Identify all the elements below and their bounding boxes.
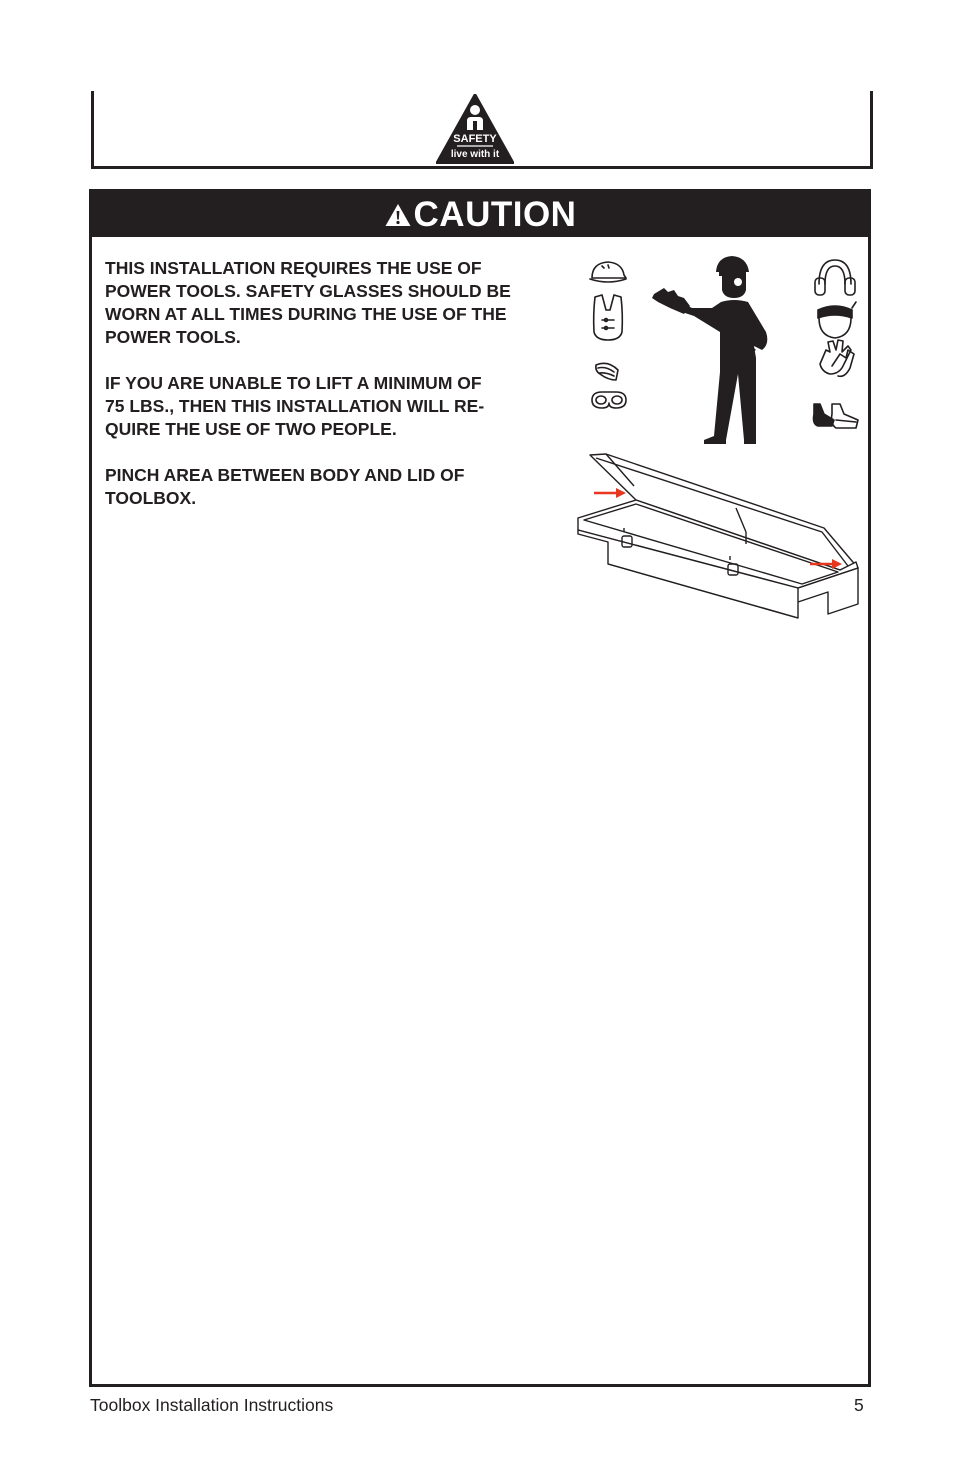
footer-title: Toolbox Installation Instructions — [90, 1395, 334, 1415]
caution-box — [89, 189, 871, 1387]
text-line: QUIRE THE USE OF TWO PEOPLE. — [105, 419, 397, 439]
text-line: POWER TOOLS. — [105, 327, 241, 347]
caution-header — [92, 192, 868, 237]
warning-triangle-icon — [384, 202, 412, 228]
safety-logo — [436, 94, 514, 164]
text-line: 75 LBS., THEN THIS INSTALLATION WILL RE- — [105, 396, 485, 416]
paragraph-lifting — [105, 372, 575, 441]
text-line: PINCH AREA BETWEEN BODY AND LID OF — [105, 465, 465, 485]
work-gloves-icon — [820, 340, 854, 376]
safety-vest-icon — [594, 295, 623, 340]
text-line: WORN AT ALL TIMES DURING THE USE OF THE — [105, 304, 507, 324]
dust-mask-icon — [596, 363, 618, 380]
caution-text — [105, 257, 575, 533]
paragraph-power-tools — [105, 257, 575, 349]
paragraph-pinch — [105, 464, 575, 510]
hard-hat-icon — [590, 262, 626, 282]
caution-title: CAUTION — [413, 194, 577, 234]
text-line: TOOLBOX. — [105, 488, 197, 508]
face-shield-icon — [818, 302, 856, 338]
ppe-illustration — [586, 254, 870, 446]
text-line: IF YOU ARE UNABLE TO LIFT A MINIMUM OF — [105, 373, 482, 393]
safety-goggles-icon — [592, 392, 626, 408]
worker-figure — [652, 256, 767, 444]
logo-line1: SAFETY — [453, 133, 497, 145]
logo-line2: live with it — [450, 149, 500, 160]
safety-boots-icon — [814, 404, 859, 428]
toolbox-illustration — [576, 452, 868, 620]
page-number: 5 — [854, 1395, 864, 1415]
ear-muffs-icon — [815, 260, 855, 295]
text-line: POWER TOOLS. SAFETY GLASSES SHOULD BE — [105, 281, 511, 301]
text-line: THIS INSTALLATION REQUIRES THE USE OF — [105, 258, 482, 278]
